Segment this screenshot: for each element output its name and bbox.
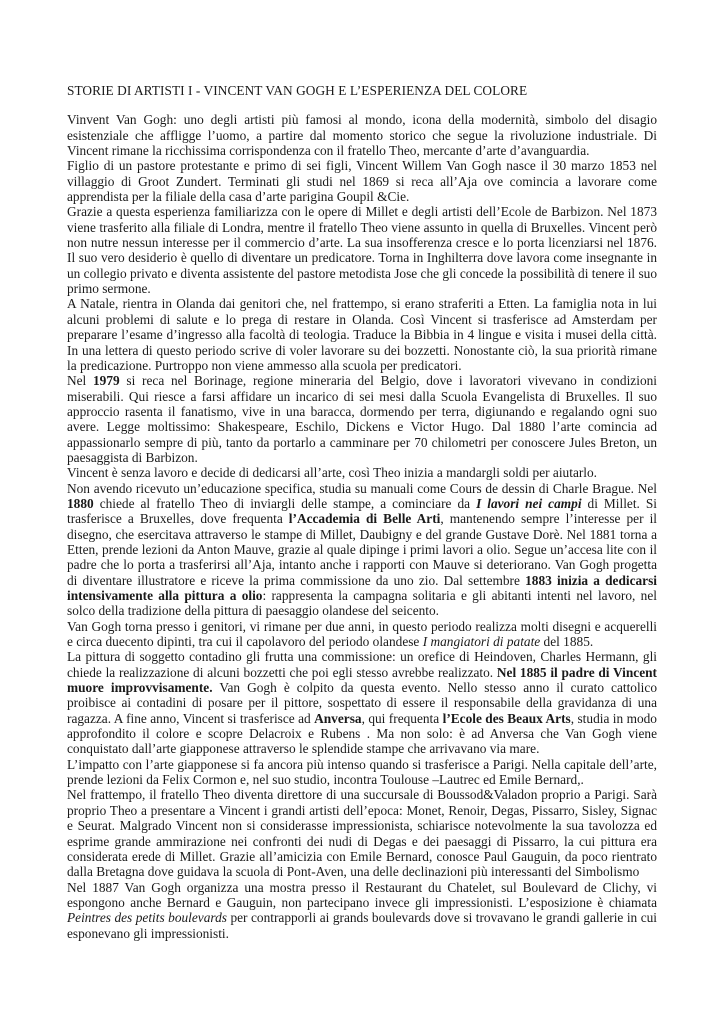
text-run: , studia in modo approfondito il colore e scopre Delacroix e Rubens . Ma non solo: è ad Anversa che Van Gogh viene conquistato dall’arte giapponese attraverso le splendide stampe che arrivavano via mare. xyxy=(67,710,657,757)
text-run: , mantenendo sempre l’interesse per il disegno, che esercitava attraverso le stampe di Millet, Daubigny e del grande Gustave Dorè. Nel 1881 torna a Etten, prende lezioni da Anton Mauve, grazie al quale dipinge i primi lavori a olio. Segue un’accesa lite con il padre che lo porta a trasferirsi all’Aja, intanto anche i rapporti con Mauve si deteriorano. Van Gogh progetta di diventare illustratore e riceve la prima commissione da uno zio. Dal settembre xyxy=(67,511,657,588)
paragraph-impressionists: Nel frattempo, il fratello Theo diventa direttore di una succursale di Boussod&Valadon proprio a Parigi. Sarà proprio Theo a presentare a Vincent i grandi artisti dell’epoca: Monet, Renoir, Degas, Pissarro, Sisley, Signac e Seurat. Malgrado Vincent non si considerasse impressionista, schiarisce notevolmente la sua tavolozza ed esprime grande ammirazione nei confronti dei nudi di Degas e dei paesaggi di Pissarro, la cui pittura era considerata erede di Millet. Grazie all’amicizia con Emile Bernard, conosce Paul Gauguin, da poco rientrato dalla Bretagna dove guidava la scuola di Pont-Aven, una delle declinazioni più interessanti del Simbolismo xyxy=(67,787,657,880)
bold-highlight: Nel 1885 il padre di Vincent muore improvvisamente. xyxy=(67,664,657,696)
text-run: Van Gogh torna presso i genitori, vi rimane per due anni, in questo periodo realizza molti disegni e acquerelli e circa duecento dipinti, tra cui il capolavoro del periodo olandese xyxy=(67,618,657,650)
bold-year: 1979 xyxy=(93,373,120,389)
text-run: del 1885. xyxy=(540,634,594,650)
text-run: per contrapporli ai grands boulevards dove si trovavano le grandi gallerie in cui esponevano gli impressionisti. xyxy=(67,910,657,941)
text-run: di Millet. Si trasferisce a Bruxelles, dove frequenta xyxy=(67,495,658,527)
artwork-title: I lavori nei campi xyxy=(476,495,582,511)
paragraph-exhibition xyxy=(67,880,657,941)
document-title: STORIE DI ARTISTI I - VINCENT VAN GOGH E L’ESPERIENZA DEL COLORE xyxy=(67,83,528,98)
text-run: Non avendo ricevuto un’educazione specifica, studia su manuali come Cours de dessin di Charle Brague. Nel xyxy=(67,480,657,496)
paragraph-intro: Vinvent Van Gogh: uno degli artisti più famosi al mondo, icona della modernità, simbolo del disagio esistenziale che affligge l’uomo, a partire dal momento storico che segue la rivoluzione industriale. Di Vincent rimane la ricchissima corrispondenza con il fratello Theo, mercante d’arte d’avanguardia. xyxy=(67,112,657,159)
paragraph-potato-eaters xyxy=(67,619,657,650)
exhibition-title: Peintres des petits boulevards xyxy=(67,910,227,926)
paragraph-theo-support: Vincent è senza lavoro e decide di dedicarsi all’arte, così Theo inizia a mandargli soldi per aiutarlo. xyxy=(67,465,598,481)
text-run: Nel 1887 Van Gogh organizza una mostra presso il Restaurant du Chatelet, sul Boulevard de Clichy, vi espongono anche Bernard e Gauguin, non partecipano invece gli impressionisti. L’esposizione è chiamata xyxy=(67,879,657,910)
text-run: , qui frequenta xyxy=(361,710,443,726)
bold-highlight: 1883 inizia a dedicarsi intensivamente alla pittura a olio xyxy=(67,572,658,603)
text-run: Van Gogh è colpito da questa evento. Nello stesso anno il curato cattolico proibisce ai contadini di posare per il pittore, sospettato di essere il responsabile della gravidanza di una ragazza. A fine anno, Vincent si trasferisce ad xyxy=(67,680,657,726)
text-run: La pittura di soggetto contadino gli frutta una commissione: un orefice di Heindoven, Charles Hermann, gli chiede la realizzazione di alcuni bozzetti che poi egli stesso avrebbe realizzato. xyxy=(67,649,657,680)
paragraph-brussels xyxy=(67,481,657,619)
text-run: : rappresenta la campagna solitaria e gli abitanti intenti nel lavoro, nel solco della tradizione della pittura di paesaggio olandese del seicento. xyxy=(67,588,657,619)
paragraph-antwerp xyxy=(67,649,657,756)
text-run: chiede al fratello Theo di inviargli delle stampe, a cominciare da xyxy=(93,495,477,511)
text-run: si reca nel Borinage, regione mineraria del Belgio, dove i lavoratori vivevano in condizioni miserabili. Qui riesce a farsi affidare un incarico di sei mesi dalla Scuola Evangelista di Bruxelles. Il suo approccio rasenta il fanatismo, vive in una baracca, dormendo per terra, digiunando e regalando ogni suo avere. Legge moltissimo: Shakespeare, Eschilo, Dickens e Victor Hugo. Dal 1880 l’arte comincia ad appassionarlo sempre di più, tanto da portarlo a camminare per 70 chilometri per conoscere Jules Breton, un paesaggista di Barbizon. xyxy=(67,373,657,465)
bold-year: 1880 xyxy=(67,495,94,511)
bold-place: Anversa xyxy=(314,710,362,726)
paragraph-birth: Figlio di un pastore protestante e primo di sei figli, Vincent Willem Van Gogh nasce il 30 marzo 1853 nel villaggio di Groot Zundert. Terminati gli studi nel 1869 si reca all’Aja ove comincia a lavorare come apprendista per la filiale della casa d’arte parigina Goupil &Cie. xyxy=(67,158,657,205)
text-run: Nel xyxy=(67,373,93,389)
paragraph-paris: L’impatto con l’arte giapponese si fa ancora più intenso quando si trasferisce a Parigi. Nella capitale dell’arte, prende lezioni da Felix Cormon e, nel suo studio, incontra Toulouse –Lautrec ed Emile Bernard,. xyxy=(67,756,657,788)
document-page xyxy=(67,83,657,941)
paragraph-borinage xyxy=(67,373,657,465)
paragraph-barbizon: Grazie a questa esperienza familiarizza con le opere di Millet e degli artisti dell’Ecole de Barbizon. Nel 1873 viene trasferito alla filiale di Londra, mentre il fratello Theo viene assunto in quella di Bruxelles. Vincent però non nutre nessun interesse per il commercio d’arte. La sua insofferenza cresce e lo porta licenziarsi nel 1876. Il suo vero desiderio è quello di diventare un predicatore. Torna in Inghilterra dove lavora come insegnante in un collegio privato e diventa assistente del pastore metodista Jose che gli concede la possibilità di tenere il suo primo sermone. xyxy=(67,204,657,297)
paragraph-amsterdam: A Natale, rientra in Olanda dai genitori che, nel frattempo, si erano straferiti a Etten. La famiglia nota in lui alcuni problemi di salute e lo prega di restare in Olanda. Così Vincent si trasferisce ad Amsterdam per preparare l’esame d’ingresso alla facoltà di teologia. Traduce la Bibbia in 4 lingue e visita i musei della città. In una lettera di questo periodo scrive di voler lavorare su dei bozzetti. Nonostante ciò, la sua priorità rimane la predicazione. Purtroppo non viene ammesso alla scuola per predicatori. xyxy=(67,296,657,373)
bold-institution: l’Ecole des Beaux Arts xyxy=(442,710,571,726)
artwork-title: I mangiatori di patate xyxy=(422,634,541,650)
bold-institution: l’Accademia di Belle Arti xyxy=(288,511,441,527)
